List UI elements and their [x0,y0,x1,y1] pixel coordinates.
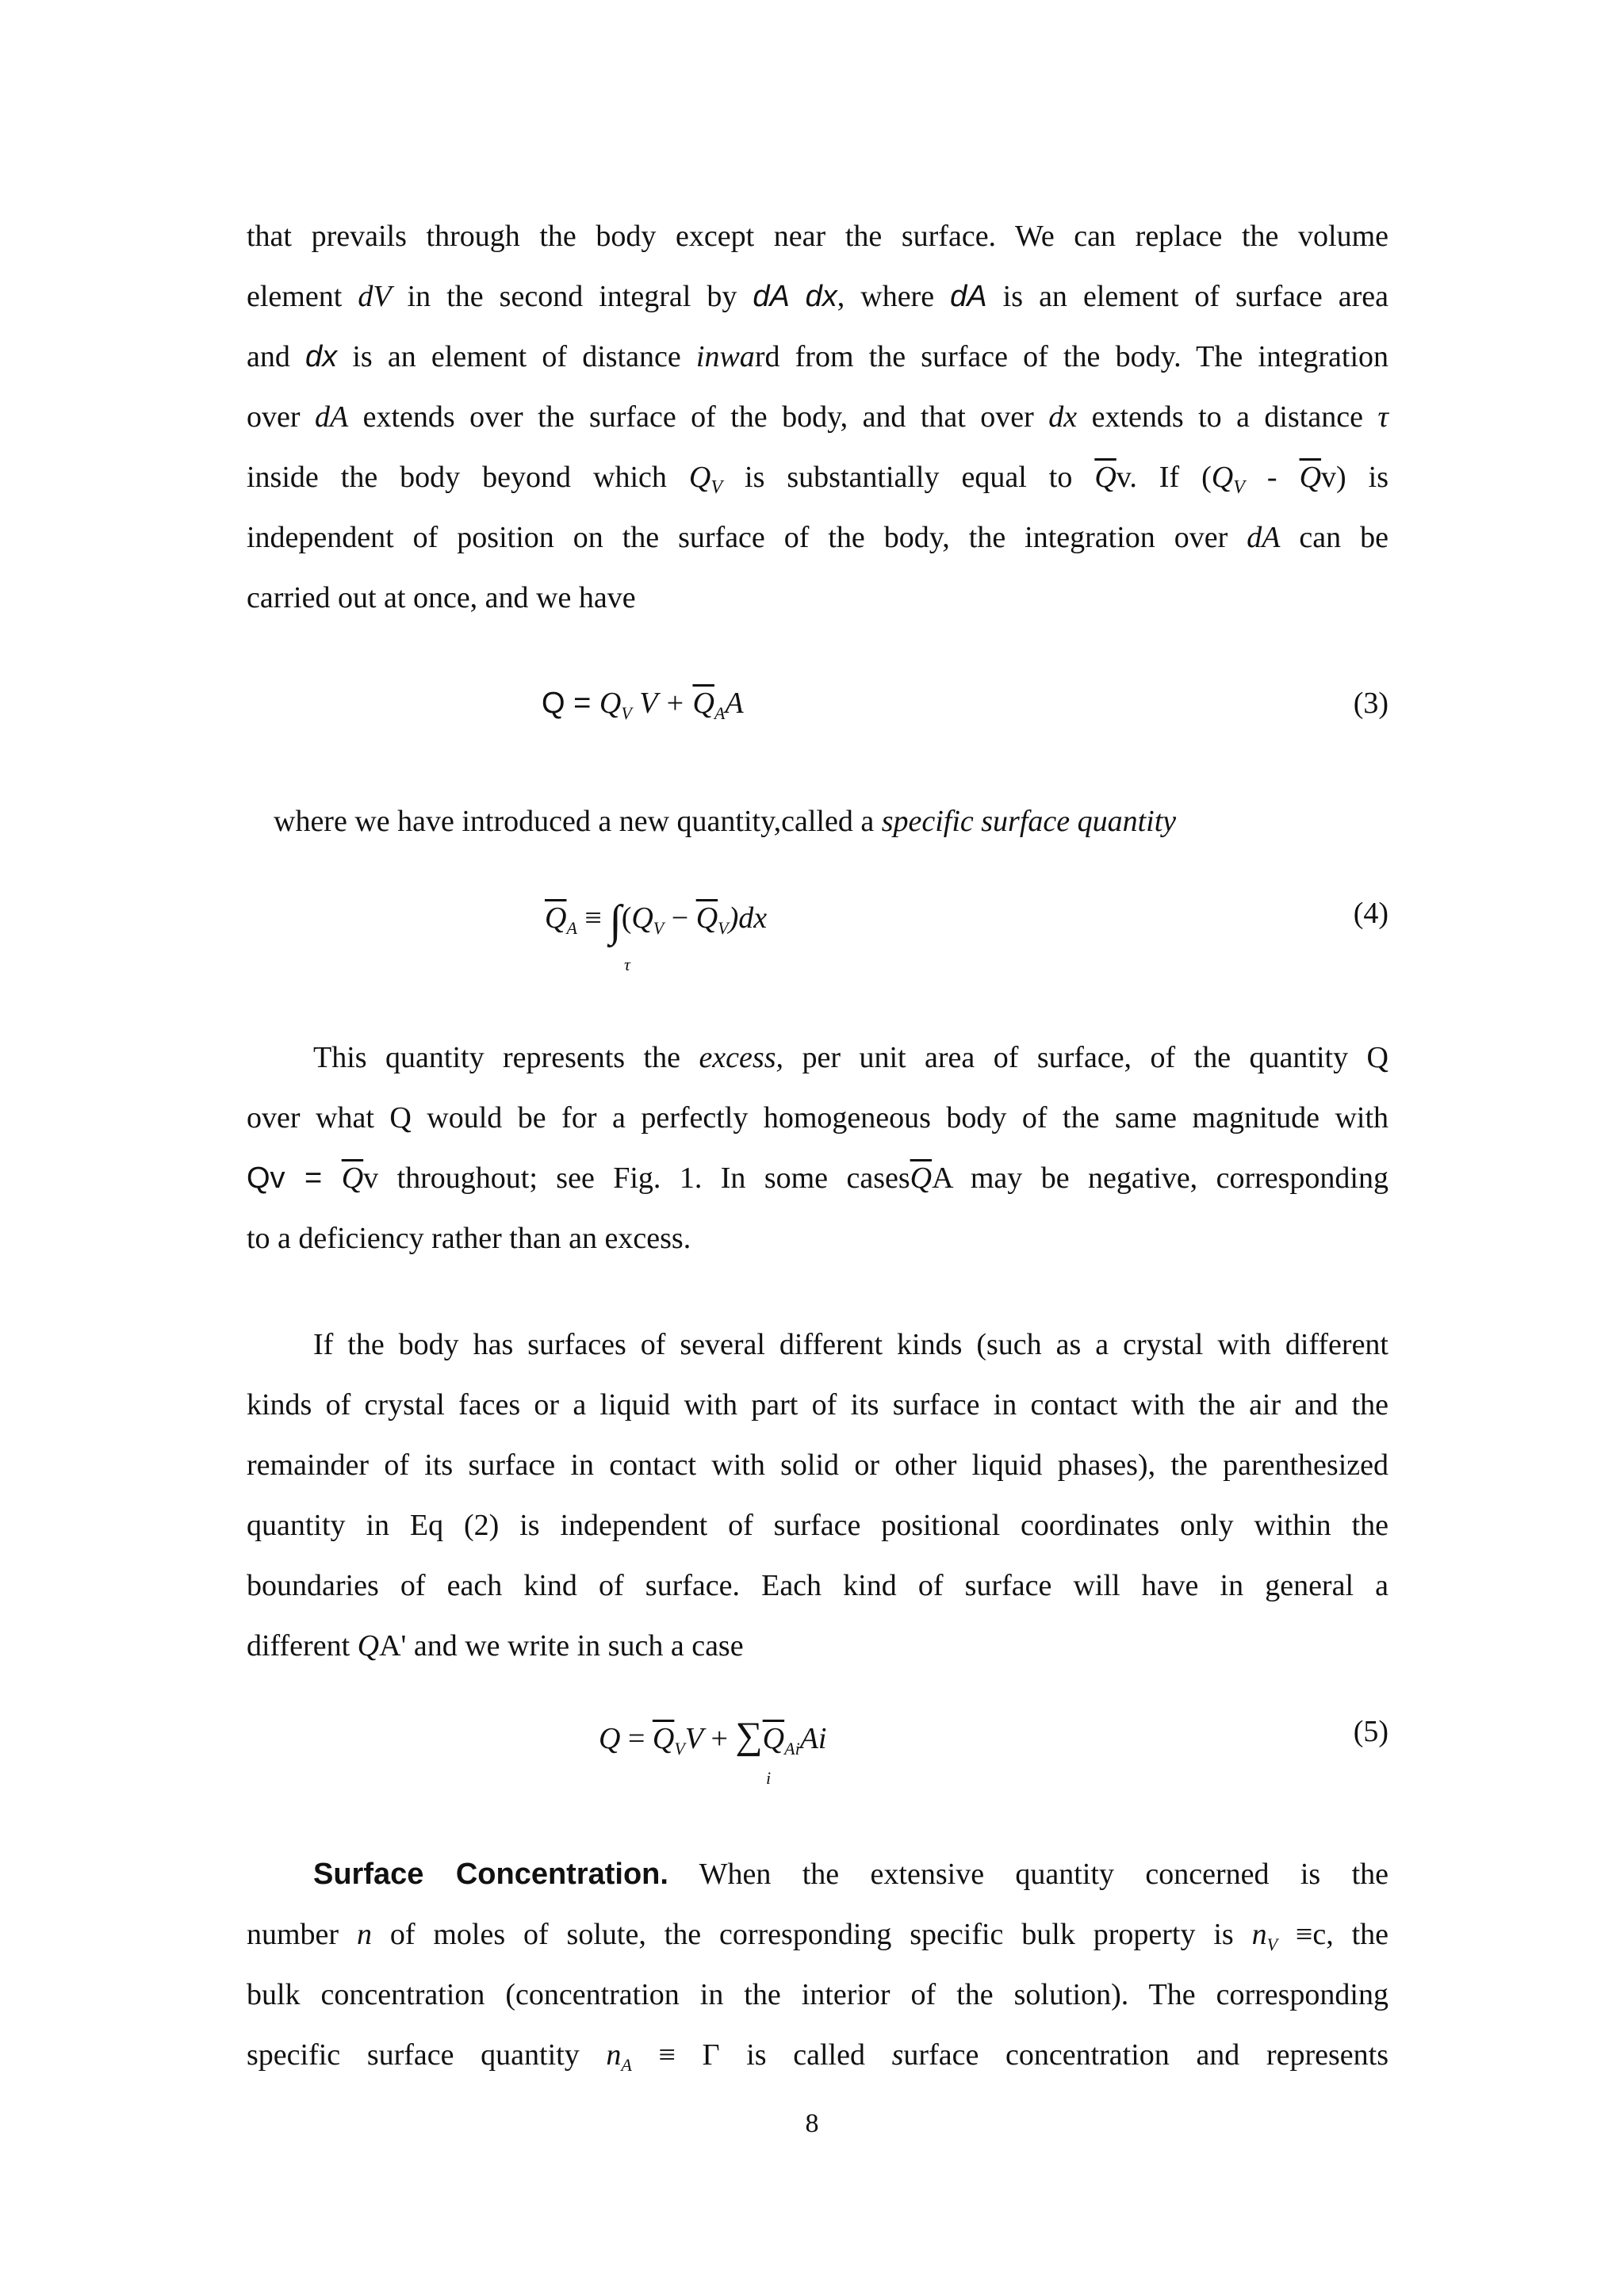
integral-symbol: ∫ [609,897,622,946]
equation-5-body: $Q = \overline{Q}_VV + \sum\overline{Q}_{Ai}Ai$ [599,1715,827,1758]
equation-4-number: (4) [1353,897,1388,930]
text-line: inside the body beyond which $Q_V$ is substantially equal to $\overline{Q}v$. If $(Q_V - \overline{Q}v)$ is [247,461,1389,498]
text-line: specific surface quantity $n_A \equiv \Gamma$ is called surface concentration and represents [247,2038,1389,2075]
text-line: over what Q would be for a perfectly homogeneous body of the same magnitude with [247,1101,1388,1135]
equation-3 [247,686,1388,757]
paragraph-excess [247,1027,1388,1269]
text-line: number n of moles of solute, the corresponding specific bulk property is $n_V \equiv c$, the [247,1918,1389,1954]
text-line: $Qv = \overline{Q}v$ throughout; see Fig. 1. In some $cases\overline{Q}A$ may be negative, corresponding [247,1161,1388,1195]
paragraph-surface-concentration [247,1844,1388,2085]
text-line: kinds of crystal faces or a liquid with part of its surface in contact with the air and the [247,1388,1388,1422]
text-line: element dV in the second integral by dA dx, where dA is an element of surface area [247,280,1388,313]
text-line: boundaries of each kind of surface. Each kind of surface will have in general a [247,1569,1388,1602]
text-line: This quantity represents the excess, per unit area of surface, of the quantity Q [313,1041,1388,1074]
equation-4 [247,896,1388,983]
text-line: quantity in Eq (2) is independent of surface positional coordinates only within the [247,1509,1388,1542]
equation-4-body: $\overline{Q}_A \equiv \int(Q_V - \overline{Q}_V)dx$ [545,897,768,946]
summation-symbol: ∑ [735,1715,763,1757]
paragraph-specific-surface-quantity [274,791,1384,851]
text-line: remainder of its surface in contact with solid or other liquid phases), the parenthesized [247,1448,1388,1482]
equation-3-number: (3) [1353,687,1388,720]
summation-subscript: i [766,1768,772,1788]
integral-subscript: τ [624,955,630,974]
text-line: carried out at once, and we have [247,581,636,614]
text-line: and dx is an element of distance inward from the surface of the body. The integration [247,340,1388,373]
text-line: different QA' and we write in such a case [247,1629,744,1663]
text-line: over dA extends over the surface of the body, and that over dx extends to a distance τ [247,400,1388,434]
equation-5 [247,1714,1388,1809]
section-heading: Surface Concentration. [313,1858,668,1891]
text-line: Surface Concentration. When the extensive quantity concerned is the [313,1858,1388,1891]
text-line: bulk concentration (concentration in the interior of the solution). The corresponding [247,1978,1388,2011]
text-line: If the body has surfaces of several different kinds (such as a crystal with different [313,1328,1388,1361]
equation-3-body: $Q = Q_V$ $V + \overline{Q}_AA$ [542,687,744,723]
text-line: that prevails through the body except near the surface. We can replace the volume [247,220,1388,253]
paragraph-several-surfaces [247,1314,1388,1676]
text-line: independent of position on the surface of the body, the integration over dA can be [247,521,1388,554]
text-line: to a deficiency rather than an excess. [247,1222,691,1255]
paragraph-volume-element [247,206,1388,628]
equation-5-number: (5) [1353,1715,1388,1748]
page-number: 8 [805,2109,819,2138]
text-line: where we have introduced a new quantity,called a specific surface quantity [274,805,1177,838]
